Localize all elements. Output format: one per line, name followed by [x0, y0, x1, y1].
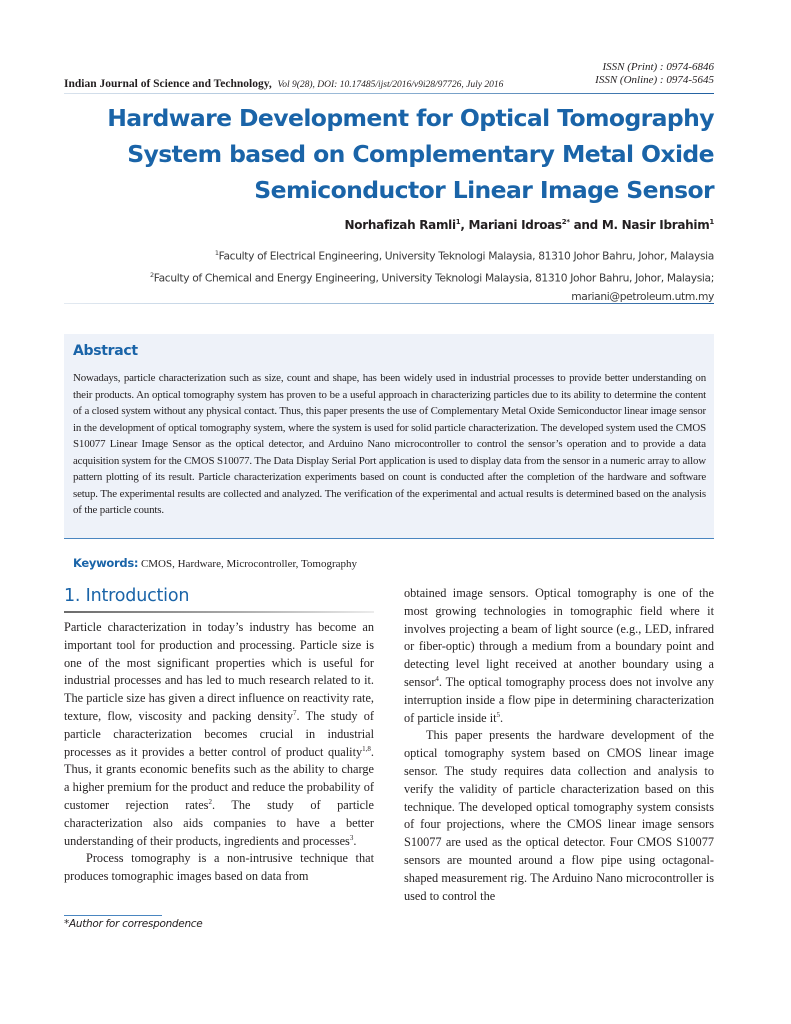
author-affil-mark: 2*	[561, 218, 570, 226]
journal-meta: Vol 9(28), DOI: 10.17485/ijst/2016/v9i28/97726, July 2016	[277, 80, 504, 90]
abstract-divider	[64, 538, 714, 539]
affiliation-mark: 2	[149, 270, 154, 279]
header-divider	[64, 93, 714, 94]
affiliations	[150, 244, 714, 306]
author-affil-mark: 1	[455, 218, 461, 226]
keywords-value: CMOS, Hardware, Microcontroller, Tomography	[138, 558, 358, 570]
title-line-2: System based on Complementary Metal Oxide	[127, 140, 714, 168]
corresponding-email[interactable]: mariani@petroleum.utm.my	[571, 290, 714, 304]
citation-ref[interactable]: 2	[208, 797, 212, 806]
affiliation-1	[150, 244, 714, 266]
author-name: M. Nasir Ibrahim	[601, 218, 710, 232]
abstract-box	[64, 334, 714, 538]
keywords-label: Keywords:	[73, 556, 139, 570]
author-name: Norhafizah Ramli	[344, 218, 456, 232]
citation-ref[interactable]: 4	[435, 674, 439, 683]
title-line-3: Semiconductor Linear Image Sensor	[254, 176, 714, 204]
paragraph: Process tomography is a non-intrusive technique that produces tomographic images based on data from	[64, 851, 374, 884]
title-line-1: Hardware Development for Optical Tomography	[107, 104, 714, 132]
affiliation-text: Faculty of Electrical Engineering, University Teknologi Malaysia, 81310 Johor Bahru, Johor, Malaysia	[218, 249, 714, 263]
author-affil-mark: 1	[709, 218, 714, 226]
section-divider	[64, 611, 374, 613]
citation-ref[interactable]: 1,8	[362, 744, 371, 753]
text: obtained image sensors. Optical tomography is one of the most growing technologies in tomographic field where it involves projecting a beam of light source (e.g., LED, infrared or fiber-optic) through a medium from a boundary point and detecting level light received at another boundary using a sensor	[404, 586, 714, 689]
issn-block	[595, 61, 714, 87]
citation-ref[interactable]: 5	[496, 710, 501, 719]
journal-name: Indian Journal of Science and Technology,	[64, 78, 272, 90]
author-name: Mariani Idroas	[468, 218, 562, 232]
affiliation-text: Faculty of Chemical and Energy Engineering, University Teknologi Malaysia, 81310 Johor Bahru, Johor, Malaysia;	[153, 271, 714, 285]
issn-online: ISSN (Online) : 0974-5645	[595, 74, 714, 86]
paragraph	[64, 619, 374, 850]
affiliation-2	[150, 266, 714, 288]
text: .	[353, 833, 357, 848]
citation-ref[interactable]: 3	[349, 833, 354, 842]
author-separator: ,	[460, 218, 469, 232]
footnote-divider	[64, 915, 162, 916]
journal-citation	[64, 78, 503, 92]
affiliation-mark: 1	[214, 249, 219, 257]
paragraph: This paper presents the hardware development of the optical tomography system based on CMOS linear image sensor. The study requires data collection and analysis to verify the validity of particle characterization based on this technique. The developed optical tomography system consists of four projections, where the CMOS linear image sensors S10077 are used as the optical detector. Four CMOS S10077 sensors are mounted around a flow pipe using octagonal-shaped measurement rig. The Arduino Nano microcontroller is used to control the	[404, 728, 714, 903]
keywords	[73, 556, 357, 570]
body-column-left	[64, 619, 374, 886]
paper-title	[74, 100, 714, 208]
text: . The study of particle characterization also aids companies to have a better understanding of their products, ingredients and processes	[64, 797, 375, 848]
abstract-heading: Abstract	[73, 343, 138, 359]
section-heading-introduction: 1. Introduction	[64, 586, 190, 606]
text: . The optical tomography process does not involve any interruption inside a flow pipe in determining characterization of particle inside it	[404, 674, 714, 725]
abstract-text: Nowadays, particle characterization such as size, count and shape, has been widely used in industrial processes to provide better understanding on their products. An optical tomography system has proven to be a useful approach in characterizing particles due to its ability to determine the content of a closed system without any physical contact. Thus, this paper presents the use of Complementary Metal Oxide Semiconductor linear image sensor in the development of optical tomography system, where the system is used for solid particle characterization. The developed system used the CMOS S10077 Linear Image Sensor as the optical detector, and Arduino Nano microcontroller to control the sensor’s operation and to provide a data acquisition system for the CMOS S10077. The Data Display Serial Port application is used to display data from the sensor in a numeric array to allow pattern plotting of its result. Particle characterization experiments based on count is conducted after the completion of the hardware and software setup. The experimental results are collected and analyzed. The verification of the experimental and actual results is determined based on the analysis of the particle counts.	[73, 372, 706, 516]
affiliation-divider	[64, 303, 714, 304]
body-column-right	[404, 585, 714, 905]
footnote-correspondence: *Author for correspondence	[64, 918, 203, 930]
text: .	[500, 710, 504, 725]
text: Particle characterization in today’s industry has become an important tool for production and processing. Particle size is one of the most significant properties which is useful for industrial processes and has led to much research related to it. The particle size has given a direct influence on reactivity rate, texture, flow, viscosity and packing density	[64, 620, 374, 723]
text: . The study of particle characterization becomes crucial in industrial processes as it provides a better control of product quality	[64, 708, 375, 759]
citation-ref[interactable]: 7	[293, 708, 297, 717]
paragraph	[404, 585, 714, 727]
author-list	[345, 218, 714, 232]
author-separator: and	[569, 218, 602, 232]
issn-print: ISSN (Print) : 0974-6846	[602, 61, 714, 73]
text: . Thus, it grants economic benefits such as the ability to charge a higher premium for the product and reduce the probability of customer rejection rates	[64, 744, 374, 812]
